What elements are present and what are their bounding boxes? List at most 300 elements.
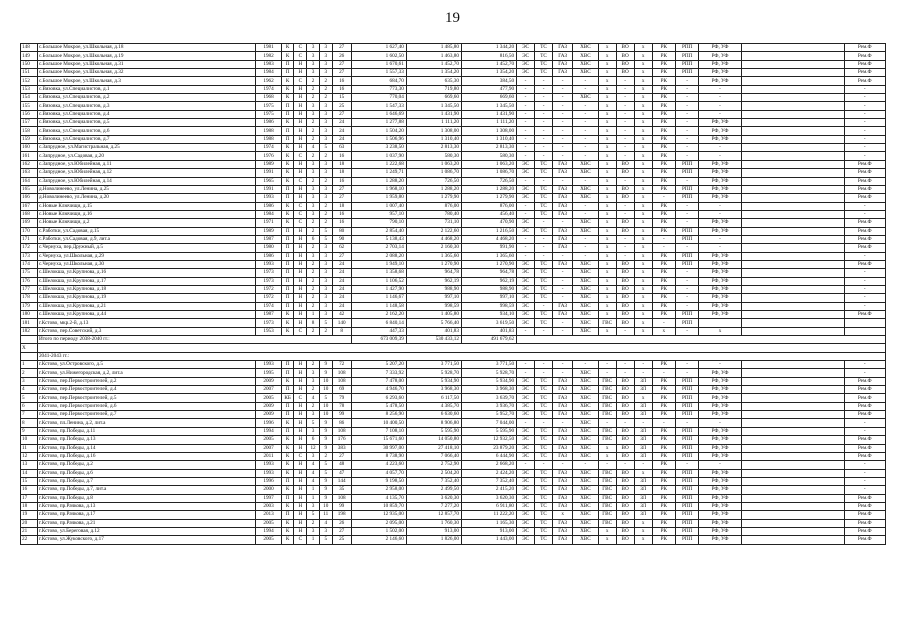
table-cell: РФ, УФ: [699, 386, 741, 394]
table-cell: Н: [294, 519, 307, 527]
table-cell: -: [616, 244, 634, 252]
table-cell: 144: [332, 477, 351, 485]
table-cell: 2007: [256, 444, 281, 452]
table-cell: х: [598, 177, 616, 185]
table-row: [21, 285, 886, 293]
table-cell: -: [535, 361, 553, 369]
table-cell: РФ, УФ: [699, 436, 741, 444]
table-cell: РФ, УФ: [699, 227, 741, 235]
table-cell: ТС: [535, 386, 553, 394]
table-cell: [741, 502, 844, 510]
table-cell: Н: [294, 469, 307, 477]
table-cell: 7 352,40: [406, 477, 461, 485]
table-cell: -: [616, 461, 634, 469]
table-cell: Рем.Ф: [844, 244, 885, 252]
table-cell: -: [535, 110, 553, 118]
table-cell: 5: [307, 511, 320, 519]
table-cell: 962,19: [461, 277, 516, 285]
table-cell: ГАЗ: [553, 427, 573, 435]
table-cell: ГВС: [598, 394, 616, 402]
row-number-cell: 162: [21, 160, 38, 168]
table-cell: -: [517, 369, 535, 377]
table-cell: 27: [332, 110, 351, 118]
table-cell: 24: [332, 294, 351, 302]
table-cell: РФ, УФ: [699, 302, 741, 310]
table-cell: ТС: [535, 427, 553, 435]
table-cell: 12 935,00: [351, 511, 406, 519]
table-cell: ЗЛ: [634, 427, 652, 435]
table-cell: -: [535, 369, 553, 377]
table-cell: 1 216,50: [461, 227, 516, 235]
table-cell: [741, 110, 844, 118]
table-cell: РПП: [676, 235, 699, 243]
table-cell: -: [699, 110, 741, 118]
table-cell: Н: [294, 144, 307, 152]
table-cell: РФ, УФ: [699, 394, 741, 402]
table-cell: ТС: [535, 277, 553, 285]
table-cell: ЭС: [517, 452, 535, 460]
table-cell: [741, 461, 844, 469]
row-number-cell: 151: [21, 69, 38, 77]
table-row: [21, 227, 886, 235]
row-number-cell: 155: [21, 102, 38, 110]
table-cell: ХВС: [573, 160, 598, 168]
table-cell: 1 111,20: [461, 119, 516, 127]
table-cell: ГВС: [598, 511, 616, 519]
table-cell: Рем.Ф: [844, 444, 885, 452]
table-cell: ВО: [616, 260, 634, 268]
table-cell: ГАЗ: [553, 411, 573, 419]
table-cell: 3: [319, 110, 332, 118]
table-cell: 1 485,80: [406, 44, 461, 52]
table-cell: х: [634, 244, 652, 252]
table-cell: РФ, УФ: [699, 169, 741, 177]
table-cell: -: [844, 119, 885, 127]
table-cell: 1989: [256, 160, 281, 168]
table-cell: 1 345,50: [461, 102, 516, 110]
table-cell: 2 095,00: [351, 519, 406, 527]
table-cell: П: [281, 402, 294, 410]
table-cell: ЭС: [517, 536, 535, 544]
table-cell: -: [535, 102, 553, 110]
table-cell: -: [517, 202, 535, 210]
table-row: [21, 302, 886, 310]
table-row: [21, 494, 886, 502]
table-cell: х: [598, 194, 616, 202]
table-cell: С: [294, 77, 307, 85]
table-cell: П: [281, 244, 294, 252]
address-cell: г.Кстово, пр.Победы, д.8: [37, 494, 255, 502]
table-cell: 2: [319, 94, 332, 102]
table-cell: П: [281, 285, 294, 293]
table-cell: 1988: [256, 135, 281, 143]
table-cell: РФ, УФ: [699, 377, 741, 385]
table-cell: 27: [332, 185, 351, 193]
row-number-cell: 18: [21, 502, 38, 510]
table-cell: 998,59: [461, 302, 516, 310]
table-cell: П: [281, 102, 294, 110]
row-number-cell: 175: [21, 269, 38, 277]
table-cell: 1 646,69: [351, 110, 406, 118]
table-cell: 726,50: [406, 177, 461, 185]
table-cell: ГАЗ: [553, 444, 573, 452]
table-cell: РК: [652, 302, 675, 310]
row-number-cell: 1: [21, 361, 38, 369]
table-cell: 2: [307, 386, 320, 394]
table-cell: 30 997,00: [351, 444, 406, 452]
table-cell: РК: [652, 94, 675, 102]
table-cell: К: [281, 169, 294, 177]
address-cell: с.Шелокша, ул.Крупнова, д.17: [37, 277, 255, 285]
row-number-cell: 173: [21, 252, 38, 260]
table-cell: 2: [307, 177, 320, 185]
table-cell: -: [553, 94, 573, 102]
row-number-cell: 10: [21, 436, 38, 444]
table-cell: 108: [332, 377, 351, 385]
table-cell: -: [553, 135, 573, 143]
table-cell: ХВС: [573, 511, 598, 519]
table-cell: 3: [319, 252, 332, 260]
table-cell: РПП: [676, 536, 699, 544]
table-cell: [741, 77, 844, 85]
table-cell: РК: [652, 152, 675, 160]
table-cell: -: [844, 269, 885, 277]
table-cell: К: [281, 419, 294, 427]
table-cell: Рем.Ф: [844, 44, 885, 52]
table-cell: 816,50: [461, 52, 516, 60]
table-cell: 35: [332, 486, 351, 494]
table-cell: 1974: [256, 144, 281, 152]
table-cell: х: [634, 285, 652, 293]
table-cell: -: [517, 419, 535, 427]
table-cell: ВО: [616, 427, 634, 435]
table-cell: -: [553, 369, 573, 377]
subtotal-empty-cell: [21, 336, 38, 344]
table-cell: [741, 444, 844, 452]
table-cell: -: [573, 119, 598, 127]
table-cell: -: [535, 219, 553, 227]
table-row: [21, 294, 886, 302]
table-cell: РФ, УФ: [699, 486, 741, 494]
table-cell: Н: [294, 461, 307, 469]
row-number-cell: 19: [21, 511, 38, 519]
table-cell: 2: [307, 227, 320, 235]
table-cell: 16: [332, 177, 351, 185]
table-cell: 10: [319, 402, 332, 410]
table-cell: 3 639,70: [461, 394, 516, 402]
table-cell: -: [535, 94, 553, 102]
table-cell: ЭС: [517, 227, 535, 235]
table-cell: 18: [332, 202, 351, 210]
table-cell: С: [294, 394, 307, 402]
table-cell: ХВС: [573, 285, 598, 293]
table-cell: РК: [652, 277, 675, 285]
table-cell: 2003: [256, 502, 281, 510]
table-cell: 3 771,50: [461, 361, 516, 369]
table-cell: ЭС: [517, 519, 535, 527]
table-cell: Н: [294, 94, 307, 102]
table-cell: -: [676, 461, 699, 469]
table-cell: РПП: [676, 519, 699, 527]
table-cell: 1 111,20: [406, 119, 461, 127]
table-cell: П: [281, 294, 294, 302]
table-cell: 48: [332, 461, 351, 469]
table-cell: -: [517, 135, 535, 143]
table-cell: -: [676, 77, 699, 85]
table-cell: П: [281, 511, 294, 519]
row-number-cell: 16: [21, 486, 38, 494]
table-cell: ЭС: [517, 302, 535, 310]
table-cell: 1: [307, 536, 320, 544]
table-cell: ТС: [535, 260, 553, 268]
table-cell: 3: [307, 102, 320, 110]
table-cell: 1 086,70: [406, 169, 461, 177]
section-period-label: 2041-2043 гг.:: [37, 352, 885, 360]
table-cell: 108: [332, 494, 351, 502]
table-cell: х: [634, 144, 652, 152]
table-cell: 1 063,20: [461, 160, 516, 168]
table-cell: Рем.Ф: [844, 235, 885, 243]
address-cell: с.Большое Мокрое, ул.Школьная, д.18: [37, 44, 255, 52]
table-cell: 6: [307, 436, 320, 444]
table-cell: ГАЗ: [553, 536, 573, 544]
table-cell: Н: [294, 85, 307, 93]
address-cell: г.Кстово, пр.Победы, д.13: [37, 436, 255, 444]
table-cell: РК: [652, 144, 675, 152]
table-cell: К: [281, 85, 294, 93]
table-cell: ГАЗ: [553, 44, 573, 52]
table-cell: 5: [319, 144, 332, 152]
table-cell: ХВС: [573, 60, 598, 68]
table-cell: 2 668,20: [461, 461, 516, 469]
table-cell: К: [281, 94, 294, 102]
table-cell: -: [553, 119, 573, 127]
table-cell: 3: [319, 194, 332, 202]
table-cell: 1976: [256, 152, 281, 160]
table-cell: 1 354,20: [406, 69, 461, 77]
table-cell: РФ, УФ: [699, 477, 741, 485]
table-cell: 2: [319, 452, 332, 460]
table-cell: 3: [307, 369, 320, 377]
table-cell: 24: [332, 260, 351, 268]
table-cell: ВО: [616, 386, 634, 394]
table-cell: 3 620,30: [461, 494, 516, 502]
table-cell: 1 602,50: [351, 52, 406, 60]
table-cell: К: [281, 202, 294, 210]
table-cell: ВО: [616, 444, 634, 452]
table-cell: Рем.Ф: [844, 519, 885, 527]
table-cell: ГАЗ: [553, 260, 573, 268]
table-cell: РПП: [676, 477, 699, 485]
table-cell: -: [553, 152, 573, 160]
table-cell: -: [844, 277, 885, 285]
table-row: [21, 386, 886, 394]
table-cell: -: [616, 144, 634, 152]
table-cell: ЭС: [517, 377, 535, 385]
table-cell: ВО: [616, 219, 634, 227]
table-cell: х: [634, 110, 652, 118]
table-row: [21, 160, 886, 168]
table-cell: -: [844, 285, 885, 293]
table-cell: -: [553, 144, 573, 152]
row-number-cell: 176: [21, 277, 38, 285]
table-cell: ТС: [535, 311, 553, 319]
table-cell: 8 256,90: [351, 411, 406, 419]
table-cell: 27: [332, 69, 351, 77]
table-cell: -: [699, 202, 741, 210]
table-cell: -: [573, 77, 598, 85]
table-cell: -: [844, 469, 885, 477]
table-cell: [741, 219, 844, 227]
table-cell: ЭС: [517, 386, 535, 394]
table-cell: 3: [307, 44, 320, 52]
row-number-cell: 2: [21, 369, 38, 377]
table-cell: ХВС: [573, 502, 598, 510]
table-cell: РК: [652, 119, 675, 127]
table-cell: 5 928,70: [461, 369, 516, 377]
table-cell: РПП: [676, 527, 699, 535]
table-cell: Рем.Ф: [844, 177, 885, 185]
table-row: [21, 152, 886, 160]
table-cell: П: [281, 60, 294, 68]
table-cell: 10 859,70: [351, 502, 406, 510]
table-cell: ВО: [616, 511, 634, 519]
address-cell: с.Новые Ключищи, д.2: [37, 219, 255, 227]
table-cell: Н: [294, 169, 307, 177]
table-cell: -: [553, 361, 573, 369]
table-cell: х: [634, 94, 652, 102]
table-cell: 401,83: [461, 327, 516, 335]
table-cell: Рем.Ф: [844, 494, 885, 502]
table-cell: -: [844, 477, 885, 485]
table-cell: [741, 94, 844, 102]
table-cell: х: [598, 536, 616, 544]
table-cell: РК: [652, 160, 675, 168]
table-cell: 72: [332, 361, 351, 369]
table-cell: РПП: [676, 169, 699, 177]
table-cell: Рем.Ф: [844, 402, 885, 410]
row-number-cell: 172: [21, 244, 38, 252]
address-cell: с.Вязовка, ул.Специалистов, д.3: [37, 102, 255, 110]
table-cell: х: [598, 444, 616, 452]
table-cell: [844, 327, 885, 335]
table-cell: -: [598, 369, 616, 377]
table-cell: РФ, УФ: [699, 519, 741, 527]
table-cell: Рем.Ф: [844, 194, 885, 202]
table-cell: Рем.Ф: [844, 527, 885, 535]
table-cell: [741, 327, 844, 335]
table-cell: Н: [294, 444, 307, 452]
table-cell: П: [281, 260, 294, 268]
table-cell: ГАЗ: [553, 402, 573, 410]
table-cell: х: [634, 185, 652, 193]
table-cell: [741, 369, 844, 377]
table-cell: х: [634, 169, 652, 177]
table-cell: 1953: [256, 327, 281, 335]
address-cell: с.Работки, ул.Садовая, д.9, лит.а: [37, 235, 255, 243]
table-row: [21, 69, 886, 77]
table-cell: 726,50: [461, 177, 516, 185]
table-cell: -: [699, 152, 741, 160]
table-cell: 12: [307, 444, 320, 452]
table-cell: ЗЛ: [634, 477, 652, 485]
table-cell: К: [281, 502, 294, 510]
table-row: [21, 427, 886, 435]
table-cell: РПП: [676, 427, 699, 435]
table-cell: -: [676, 144, 699, 152]
table-cell: 470,90: [461, 219, 516, 227]
table-cell: 1 148,58: [351, 302, 406, 310]
table-cell: ГАЗ: [553, 302, 573, 310]
table-cell: Н: [294, 185, 307, 193]
table-cell: 3: [307, 169, 320, 177]
table-cell: ВО: [616, 411, 634, 419]
table-cell: РПП: [676, 469, 699, 477]
table-cell: РФ, УФ: [699, 427, 741, 435]
table-cell: ГАЗ: [553, 527, 573, 535]
table-cell: 1996: [256, 419, 281, 427]
table-cell: 4: [307, 477, 320, 485]
table-cell: -: [553, 285, 573, 293]
table-cell: ЭС: [517, 394, 535, 402]
table-cell: ГАЗ: [553, 60, 573, 68]
table-cell: Рем.Ф: [844, 411, 885, 419]
address-cell: с.Вязовка, ул.Специалистов, д.6: [37, 127, 255, 135]
table-cell: -: [616, 77, 634, 85]
table-row: [21, 377, 886, 385]
table-cell: 1968: [256, 94, 281, 102]
table-cell: 1993: [256, 469, 281, 477]
table-cell: -: [844, 361, 885, 369]
table-cell: 3 968,30: [461, 386, 516, 394]
table-cell: [699, 319, 741, 327]
table-cell: [741, 127, 844, 135]
table-cell: П: [281, 127, 294, 135]
table-cell: -: [553, 461, 573, 469]
table-cell: 6 630,60: [406, 411, 461, 419]
table-cell: ТС: [535, 269, 553, 277]
table-cell: ЭС: [517, 194, 535, 202]
table-cell: 3: [307, 194, 320, 202]
table-cell: РПП: [676, 44, 699, 52]
table-cell: 25: [332, 536, 351, 544]
table-cell: РК: [652, 169, 675, 177]
table-cell: -: [676, 110, 699, 118]
table-cell: ЗЛ: [634, 444, 652, 452]
table-cell: 988,90: [461, 285, 516, 293]
table-cell: 1 279,90: [406, 194, 461, 202]
table-cell: Н: [294, 235, 307, 243]
table-cell: -: [573, 152, 598, 160]
table-cell: ЗЛ: [634, 386, 652, 394]
table-cell: 2 504,20: [406, 469, 461, 477]
table-cell: 1 146,67: [351, 294, 406, 302]
table-cell: ТС: [535, 477, 553, 485]
table-cell: х: [634, 277, 652, 285]
address-cell: с.Большое Мокрое, ул.Школьная, д.19: [37, 52, 255, 60]
table-cell: 16: [332, 152, 351, 160]
table-cell: 24: [332, 302, 351, 310]
table-cell: Н: [294, 285, 307, 293]
table-cell: -: [517, 144, 535, 152]
section-code-row: [21, 344, 886, 352]
table-cell: 2: [319, 210, 332, 218]
table-cell: -: [517, 77, 535, 85]
table-cell: 1988: [256, 127, 281, 135]
table-cell: 2: [307, 119, 320, 127]
table-cell: 6 293,60: [351, 394, 406, 402]
table-cell: х: [598, 285, 616, 293]
